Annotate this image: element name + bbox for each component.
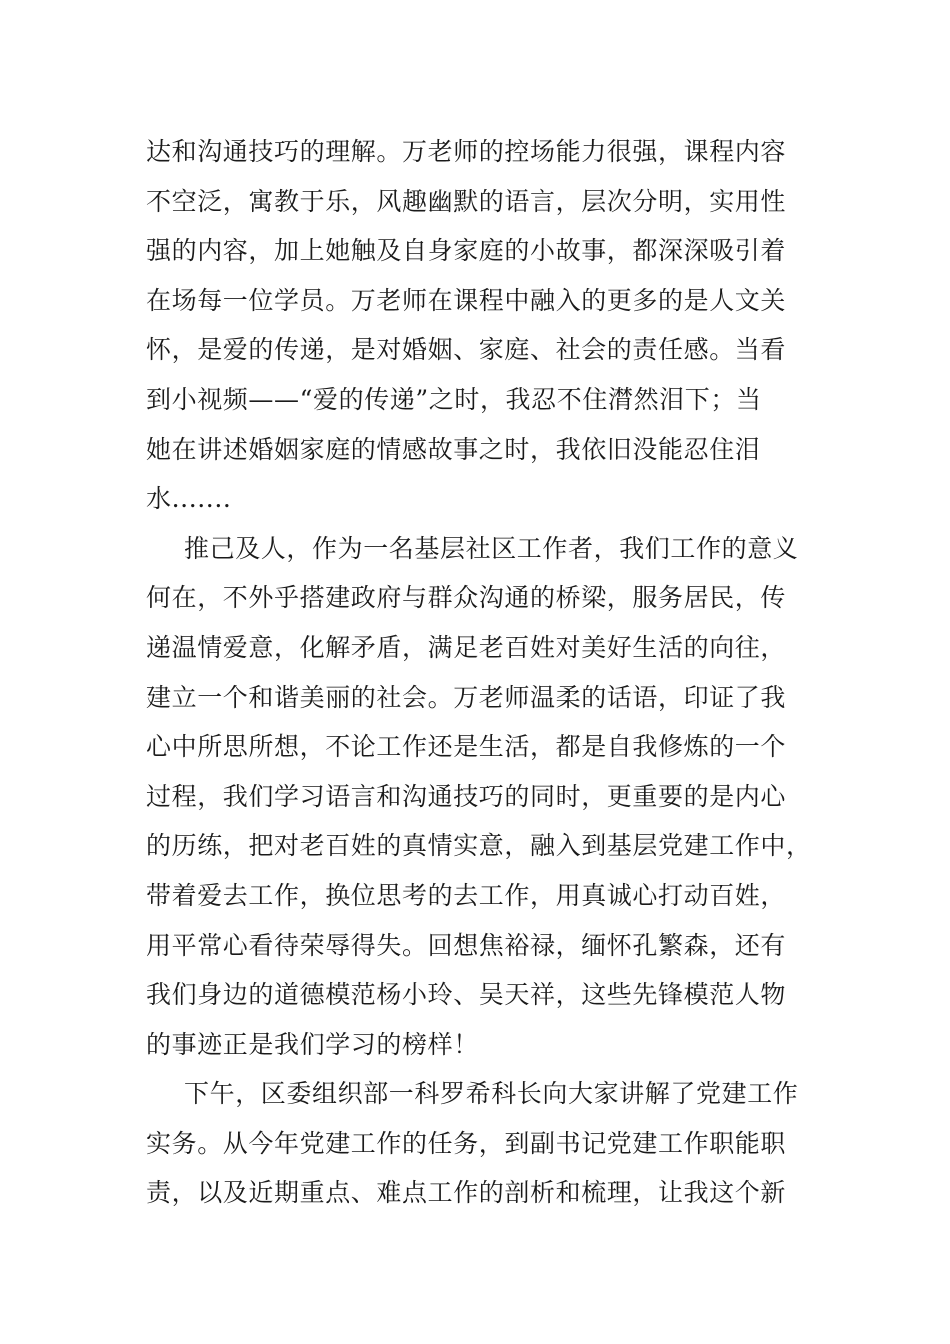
text-line: 心中所思所想，不论工作还是生活，都是自我修炼的一个 bbox=[146, 732, 787, 762]
paragraph-first-line: 下午，区委组织部一科罗希科长向大家讲解了党建工作 bbox=[184, 1079, 799, 1109]
text-line: 的事迹正是我们学习的榜样！ bbox=[146, 1029, 479, 1059]
text-line: 何在，不外乎搭建政府与群众沟通的桥梁，服务居民，传 bbox=[146, 583, 787, 613]
text-line: 在场每一位学员。万老师在课程中融入的更多的是人文关 bbox=[146, 285, 787, 315]
text-line: 怀，是爱的传递，是对婚姻、家庭、社会的责任感。当看 bbox=[146, 335, 787, 365]
text-line: 水....... bbox=[146, 484, 232, 514]
text-line: 不空泛，寓教于乐，风趣幽默的语言，层次分明，实用性 bbox=[146, 186, 787, 216]
text-line: 我们身边的道德模范杨小玲、吴天祥，这些先锋模范人物 bbox=[146, 980, 787, 1010]
text-line: 实务。从今年党建工作的任务，到副书记党建工作职能职 bbox=[146, 1128, 787, 1158]
text-line: 递温情爱意，化解矛盾，满足老百姓对美好生活的向往， bbox=[146, 632, 787, 662]
paragraph-first-line: 推己及人，作为一名基层社区工作者，我们工作的意义 bbox=[184, 533, 799, 563]
text-line: 她在讲述婚姻家庭的情感故事之时，我依旧没能忍住泪 bbox=[146, 434, 761, 464]
text-line: 到小视频——“爱的传递”之时，我忍不住潸然泪下；当 bbox=[146, 384, 762, 414]
text-line: 责，以及近期重点、难点工作的剖析和梳理，让我这个新 bbox=[146, 1178, 787, 1208]
text-line: 强的内容，加上她触及自身家庭的小故事，都深深吸引着 bbox=[146, 236, 787, 266]
text-line: 建立一个和谐美丽的社会。万老师温柔的话语，印证了我 bbox=[146, 682, 787, 712]
text-line: 的历练，把对老百姓的真情实意，融入到基层党建工作中， bbox=[146, 831, 812, 861]
text-line: 带着爱去工作，换位思考的去工作，用真诚心打动百姓， bbox=[146, 880, 787, 910]
text-line: 达和沟通技巧的理解。万老师的控场能力很强，课程内容 bbox=[146, 137, 787, 166]
text-line: 用平常心看待荣辱得失。回想焦裕禄，缅怀孔繁森，还有 bbox=[146, 930, 787, 960]
text-line: 过程，我们学习语言和沟通技巧的同时，更重要的是内心 bbox=[146, 781, 787, 811]
document-body bbox=[146, 127, 812, 1218]
